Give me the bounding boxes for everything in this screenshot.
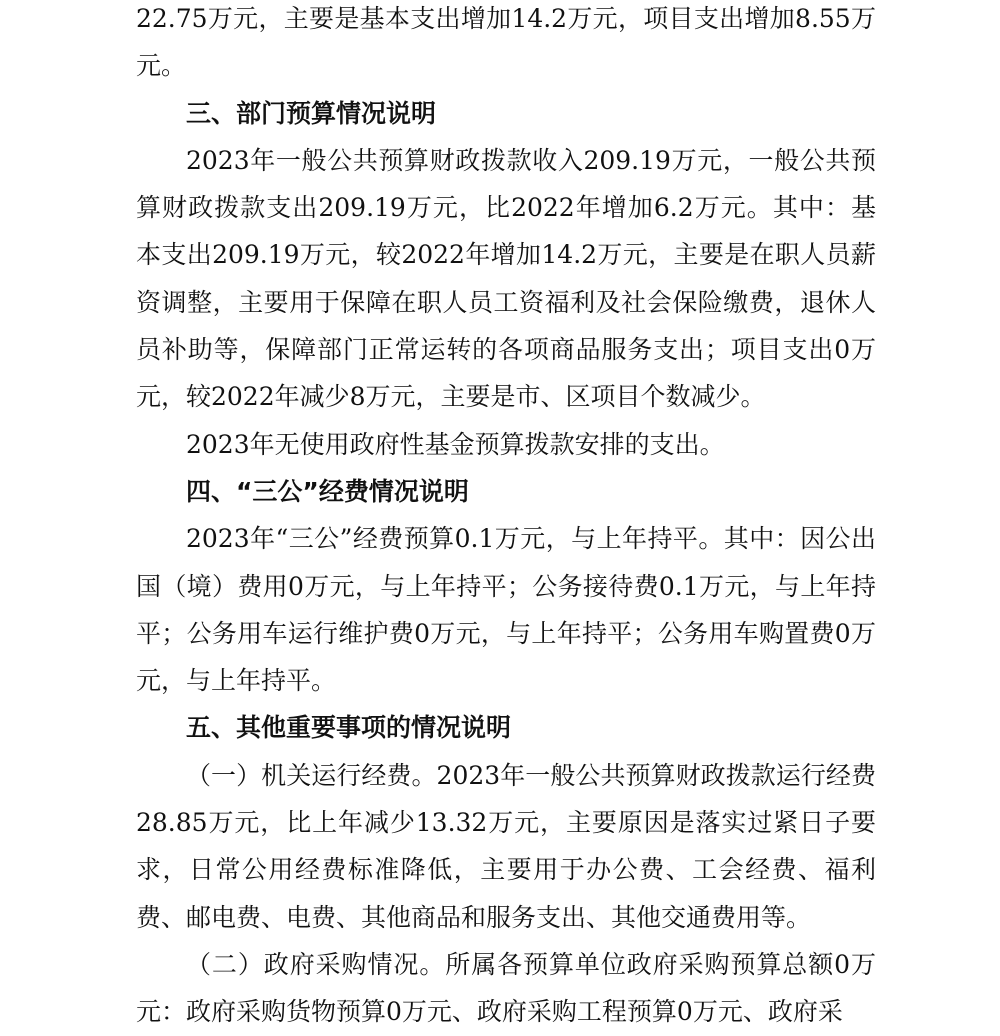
section-heading-4: 四、“三公”经费情况说明 (186, 476, 469, 506)
paragraph-continuation: 22.75万元，主要是基本支出增加14.2万元，项目支出增加8.55万元。 (136, 4, 876, 81)
paragraph-government-fund: 2023年无使用政府性基金预算拨款安排的支出。 (186, 429, 725, 459)
section-heading-5: 五、其他重要事项的情况说明 (186, 713, 512, 743)
document-page (136, 0, 876, 1036)
paragraph-government-procurement: （二）政府采购情况。所属各预算单位政府采购预算总额0万元：政府采购货物预算0万元、政府采购工程预算0万元、政府采 (136, 949, 876, 1027)
paragraph-three-public-expenses: 2023年“三公”经费预算0.1万元，与上年持平。其中：因公出国（境）费用0万元，与上年持平；公务接待费0.1万元，与上年持平；公务用车运行维护费0万元，与上年持平；公务用车购置费0万元，与上年持平。 (136, 524, 876, 696)
section-heading-3: 三、部门预算情况说明 (186, 98, 437, 128)
paragraph-department-budget: 2023年一般公共预算财政拨款收入209.19万元，一般公共预算财政拨款支出209.19万元，比2022年增加6.2万元。其中：基本支出209.19万元，较2022年增加14.2万元，主要是在职人员薪资调整，主要用于保障在职人员工资福利及社会保险缴费，退休人员补助等，保障部门正常运转的各项商品服务支出；项目支出0万元，较2022年减少8万元，主要是市、区项目个数减少。 (136, 145, 876, 412)
paragraph-operating-expenses: （一）机关运行经费。2023年一般公共预算财政拨款运行经费28.85万元，比上年减少13.32万元，主要原因是落实过紧日子要求，日常公用经费标准降低，主要用于办公费、工会经费、福利费、邮电费、电费、其他商品和服务支出、其他交通费用等。 (136, 760, 876, 932)
